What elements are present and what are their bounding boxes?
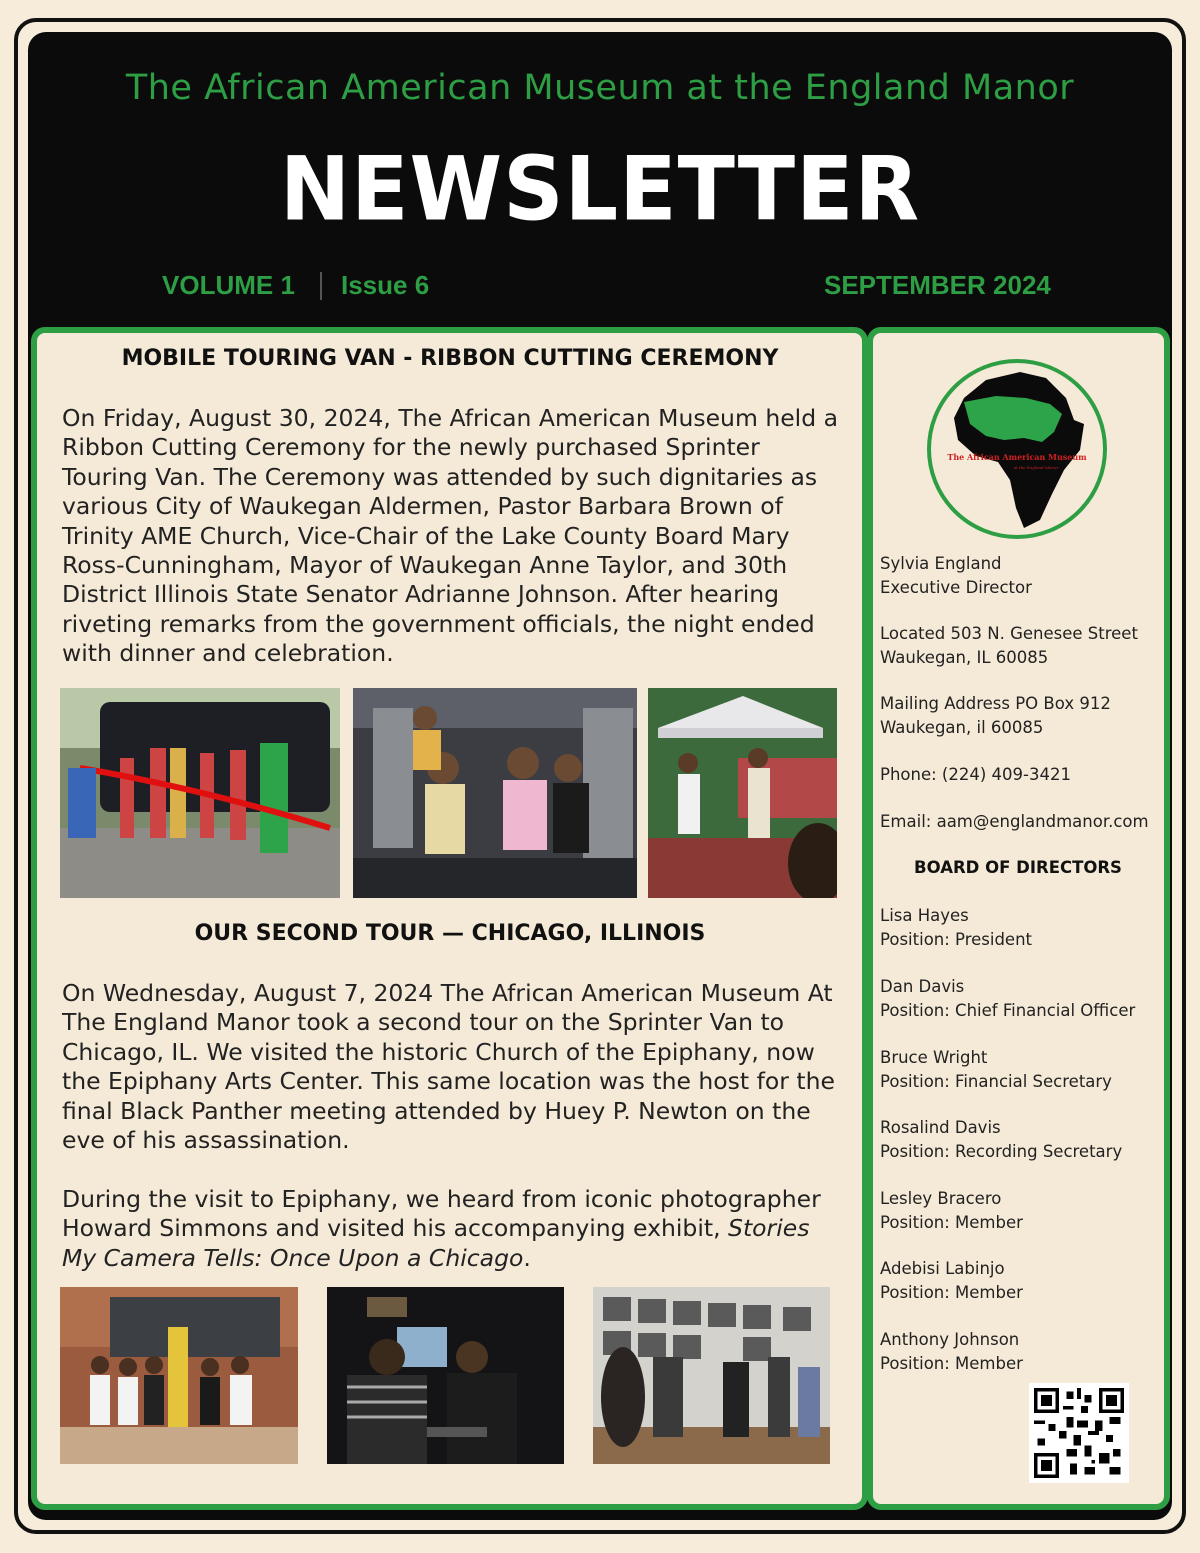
board-member-position: Position: President <box>880 929 1033 949</box>
meta-divider <box>320 272 322 300</box>
director-name: Sylvia England <box>880 554 1002 573</box>
location-line1: Located 503 N. Genesee Street <box>880 624 1138 643</box>
exhibit-title: Stories My Camera Tells: Once Upon a Chicago <box>62 1214 810 1272</box>
board-member-name: Rosalind Davis <box>880 1118 1001 1137</box>
photo-photographer-talk <box>327 1287 564 1464</box>
museum-logo <box>924 358 1110 540</box>
museum-title: The African American Museum at the England Manor <box>125 68 1075 108</box>
issue-date: SEPTEMBER 2024 <box>824 270 1051 300</box>
photo-exhibit-gallery <box>593 1287 830 1464</box>
board-heading: BOARD OF DIRECTORS <box>914 858 1122 877</box>
board-member-position: Position: Member <box>880 1282 1023 1302</box>
board-member-name: Bruce Wright <box>880 1048 988 1067</box>
qr-code-icon[interactable] <box>1029 1383 1129 1483</box>
board-member-name: Adebisi Labinjo <box>880 1259 1005 1278</box>
board-member-position: Position: Member <box>880 1353 1023 1373</box>
board-member <box>880 975 1165 1022</box>
article-tour-body: On Wednesday, August 7, 2024 The African American Museum At The England Manor took a second tour on the Sprinter Van to Chicago, IL. We visited the historic Church of the Epiphany, now the Epiphany Arts Center. This same location was the host for the final Black Panther meeting attended by Huey P. Newton on the eve of his assassination. <box>62 979 835 1155</box>
board-member-name: Anthony Johnson <box>880 1330 1020 1349</box>
email-address: Email: aam@englandmanor.com <box>880 812 1149 831</box>
board-member-position: Position: Recording Secretary <box>880 1141 1123 1161</box>
article-tour-body-2-text: During the visit to Epiphany, we heard from iconic photographer Howard Simmons and visited his accompanying exhibit, <box>62 1185 821 1243</box>
photo-ribbon-cutting <box>60 688 340 898</box>
location-block <box>880 622 1165 669</box>
board-member-name: Dan Davis <box>880 977 965 996</box>
logo-text-line2: at the England Manor <box>1013 465 1059 470</box>
board-member <box>880 1187 1165 1234</box>
board-member <box>880 1328 1165 1375</box>
board-member <box>880 904 1165 951</box>
volume-label: VOLUME 1 <box>162 270 295 300</box>
photo-group-lobby <box>60 1287 298 1464</box>
article-tour-body-2-end: . <box>523 1243 531 1272</box>
mailing-line2: Waukegan, il 60085 <box>880 717 1044 737</box>
photo-van-interior <box>353 688 637 898</box>
board-member <box>880 1257 1165 1304</box>
board-member-position: Position: Chief Financial Officer <box>880 1000 1136 1020</box>
board-member-name: Lisa Hayes <box>880 906 969 925</box>
board-member-name: Lesley Bracero <box>880 1189 1002 1208</box>
board-member-position: Position: Financial Secretary <box>880 1071 1112 1091</box>
phone-number: Phone: (224) 409-3421 <box>880 765 1071 784</box>
logo-text-line1: The African American Museum <box>947 452 1087 462</box>
board-member <box>880 1046 1165 1093</box>
board-member-position: Position: Member <box>880 1212 1023 1232</box>
director-title: Executive Director <box>880 577 1032 597</box>
issue-label: Issue 6 <box>341 270 430 300</box>
article-ribbon-heading: MOBILE TOURING VAN - RIBBON CUTTING CEREMONY <box>121 346 779 371</box>
director-block <box>880 552 1165 599</box>
location-line2: Waukegan, IL 60085 <box>880 647 1049 667</box>
newsletter-title: NEWSLETTER <box>279 137 921 241</box>
board-member <box>880 1116 1165 1163</box>
article-ribbon-body: On Friday, August 30, 2024, The African American Museum held a Ribbon Cutting Ceremony for the newly purchased Sprinter Touring Van. The Ceremony was attended by such dignitaries as various City of Waukegan Aldermen, Pastor Barbara Brown of Trinity AME Church, Vice-Chair of the Lake County Board Mary Ross-Cunningham, Mayor of Waukegan Anne Taylor, and 30th District Illinois State Senator Adrianne Johnson. After hearing riveting remarks from the government officials, the night ended with dinner and celebration. <box>62 404 838 668</box>
photo-outdoor-stage <box>648 688 837 898</box>
article-tour-heading: OUR SECOND TOUR — CHICAGO, ILLINOIS <box>194 921 706 946</box>
article-tour-body-2 <box>62 1185 842 1273</box>
mailing-block <box>880 692 1165 739</box>
mailing-line1: Mailing Address PO Box 912 <box>880 694 1111 713</box>
